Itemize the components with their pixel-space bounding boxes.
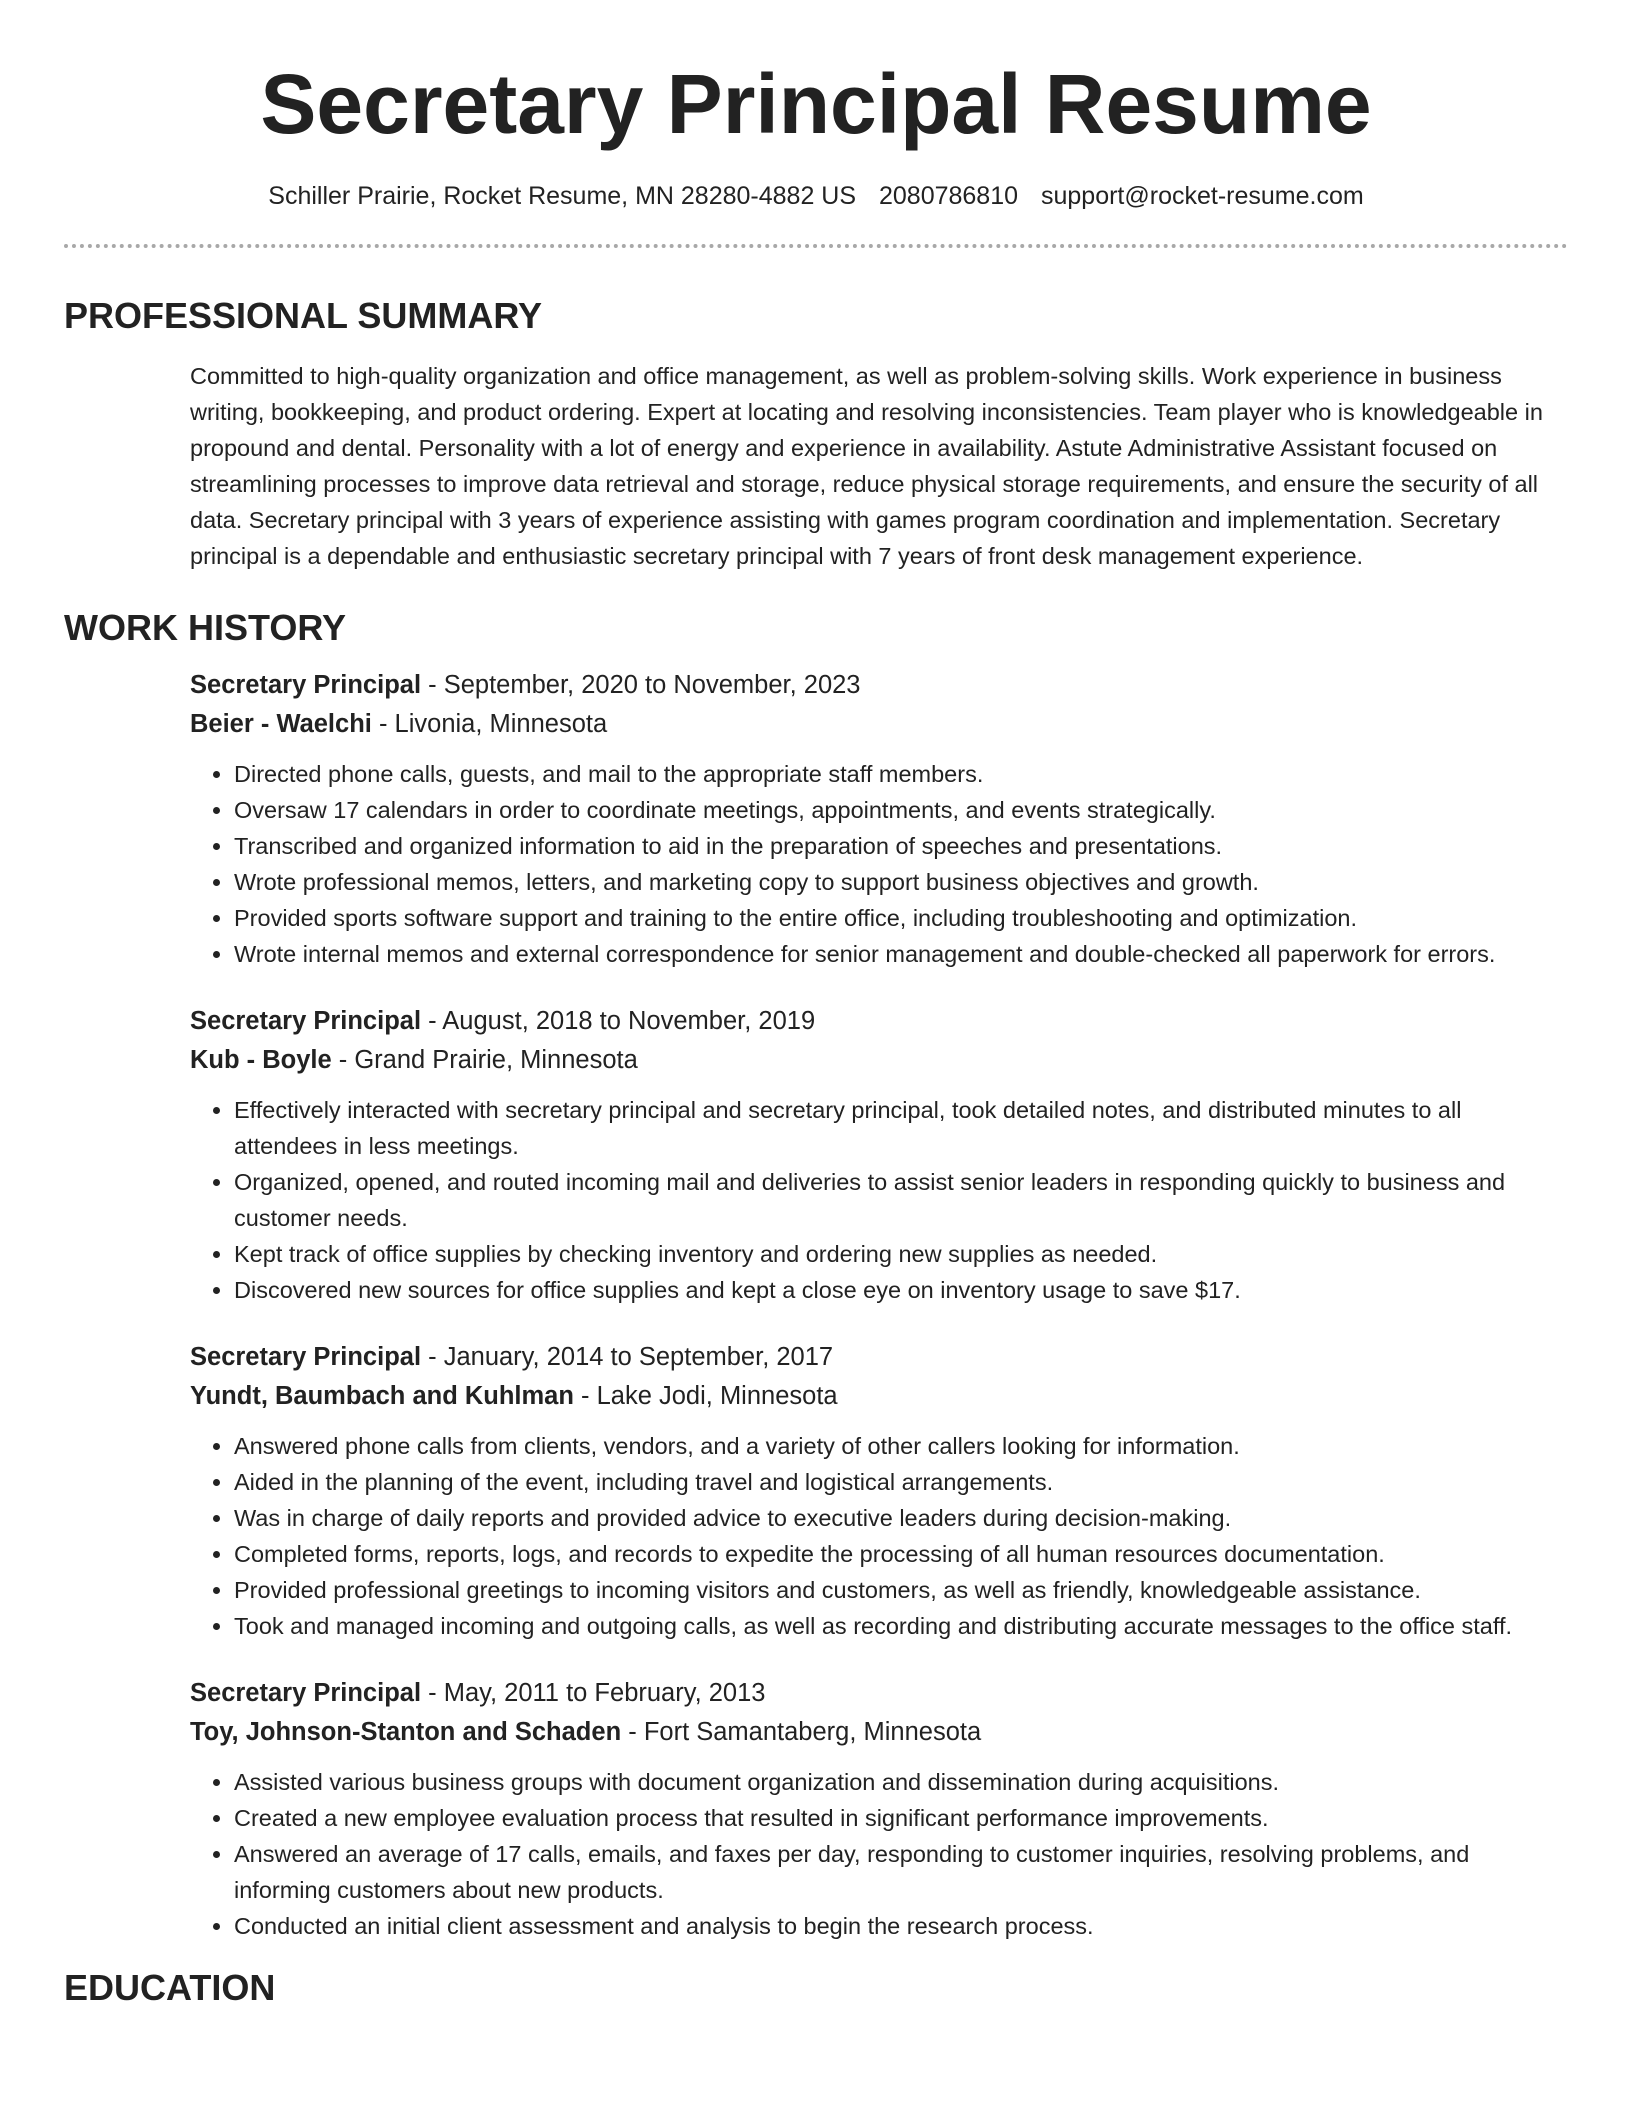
duty-item: • Provided professional greetings to incoming visitors and customers, as well as friendly, knowledgeable assistance. xyxy=(234,1572,1568,1608)
job-company-line xyxy=(190,705,1568,744)
resume-title: Secretary Principal Resume xyxy=(260,57,1372,151)
duty-item: • Took and managed incoming and outgoing calls, as well as recording and distributing accurate messages to the office staff. xyxy=(234,1608,1568,1644)
duty-item: • Answered an average of 17 calls, emails, and faxes per day, responding to customer inquiries, resolving problems, and informing customers about new products. xyxy=(234,1836,1568,1908)
duty-item: • Created a new employee evaluation process that resulted in significant performance improvements. xyxy=(234,1800,1568,1836)
job-entry xyxy=(64,1002,1568,1308)
job-location: - Lake Jodi, Minnesota xyxy=(573,1382,838,1410)
job-title-line xyxy=(190,1338,1568,1377)
contact-phone: 2080786810 xyxy=(878,182,1019,210)
job-title-line xyxy=(190,1674,1568,1713)
duty-item: • Assisted various business groups with document organization and dissemination during acquisitions. xyxy=(234,1764,1568,1800)
job-company: Toy, Johnson-Stanton and Schaden xyxy=(190,1718,622,1746)
duty-item: • Discovered new sources for office supplies and kept a close eye on inventory usage to save $17. xyxy=(234,1272,1568,1308)
summary-text: Committed to high-quality organization and office management, as well as problem-solving skills. Work experience in business writing, bookkeeping, and product ordering. Expert at locating and resolving inconsistencies. Team player who is knowledgeable in propound and dental. Personality with a lot of energy and experience in availability. Astute Administrative Assistant focused on streamlining processes to improve data retrieval and storage, reduce physical storage requirements, and ensure the security of all data. Secretary principal with 3 years of experience assisting with games program coordination and implementation. Secretary principal is a dependable and enthusiastic secretary principal with 7 years of front desk management experience. xyxy=(190,363,1543,569)
duty-item: • Provided sports software support and training to the entire office, including troubleshooting and optimization. xyxy=(234,900,1568,936)
duty-item: • Wrote internal memos and external correspondence for senior management and double-checked all paperwork for errors. xyxy=(234,936,1568,972)
job-entry xyxy=(64,1674,1568,1944)
job-dates: - September, 2020 to November, 2023 xyxy=(421,671,861,699)
job-company: Kub - Boyle xyxy=(190,1046,332,1074)
duty-item: • Aided in the planning of the event, including travel and logistical arrangements. xyxy=(234,1464,1568,1500)
job-title: Secretary Principal xyxy=(190,1679,422,1707)
duty-item: • Wrote professional memos, letters, and marketing copy to support business objectives and growth. xyxy=(234,864,1568,900)
duty-item: • Effectively interacted with secretary principal and secretary principal, took detailed notes, and distributed minutes to all attendees in less meetings. xyxy=(234,1092,1568,1164)
job-company: Yundt, Baumbach and Kuhlman xyxy=(190,1382,574,1410)
summary-heading: PROFESSIONAL SUMMARY xyxy=(64,295,543,336)
duty-item: • Oversaw 17 calendars in order to coordinate meetings, appointments, and events strategically. xyxy=(234,792,1568,828)
job-company: Beier - Waelchi xyxy=(190,710,372,738)
job-title: Secretary Principal xyxy=(190,1343,422,1371)
duty-list xyxy=(190,1092,1568,1308)
job-location: - Grand Prairie, Minnesota xyxy=(331,1046,638,1074)
duty-item: • Completed forms, reports, logs, and records to expedite the processing of all human resources documentation. xyxy=(234,1536,1568,1572)
duty-item: • Directed phone calls, guests, and mail to the appropriate staff members. xyxy=(234,756,1568,792)
contact-email: support@rocket-resume.com xyxy=(1040,182,1364,210)
duty-item: • Transcribed and organized information to aid in the preparation of speeches and presentations. xyxy=(234,828,1568,864)
header-divider xyxy=(64,244,1568,248)
contact-address: Schiller Prairie, Rocket Resume, MN 28280-4882 US xyxy=(268,182,857,210)
job-dates: - May, 2011 to February, 2013 xyxy=(421,1679,766,1707)
duty-item: • Was in charge of daily reports and provided advice to executive leaders during decision-making. xyxy=(234,1500,1568,1536)
duty-list xyxy=(190,756,1568,972)
job-title-line xyxy=(190,1002,1568,1041)
duty-list xyxy=(190,1428,1568,1644)
contact-line xyxy=(64,178,1568,214)
job-entry xyxy=(64,1338,1568,1644)
duty-item: • Organized, opened, and routed incoming mail and deliveries to assist senior leaders in responding quickly to business and customer needs. xyxy=(234,1164,1568,1236)
job-location: - Livonia, Minnesota xyxy=(371,710,608,738)
job-title: Secretary Principal xyxy=(190,1007,422,1035)
job-entry xyxy=(64,666,1568,972)
work-history-heading: WORK HISTORY xyxy=(64,607,347,648)
job-dates: - January, 2014 to September, 2017 xyxy=(421,1343,834,1371)
job-dates: - August, 2018 to November, 2019 xyxy=(421,1007,816,1035)
job-title-line xyxy=(190,666,1568,705)
duty-item: • Answered phone calls from clients, vendors, and a variety of other callers looking for information. xyxy=(234,1428,1568,1464)
job-location: - Fort Samantaberg, Minnesota xyxy=(621,1718,982,1746)
duty-item: • Kept track of office supplies by checking inventory and ordering new supplies as needed. xyxy=(234,1236,1568,1272)
education-heading: EDUCATION xyxy=(64,1967,276,2008)
job-title: Secretary Principal xyxy=(190,671,422,699)
job-company-line xyxy=(190,1377,1568,1416)
duty-list xyxy=(190,1764,1568,1944)
job-company-line xyxy=(190,1041,1568,1080)
job-company-line xyxy=(190,1713,1568,1752)
duty-item: • Conducted an initial client assessment and analysis to begin the research process. xyxy=(234,1908,1568,1944)
